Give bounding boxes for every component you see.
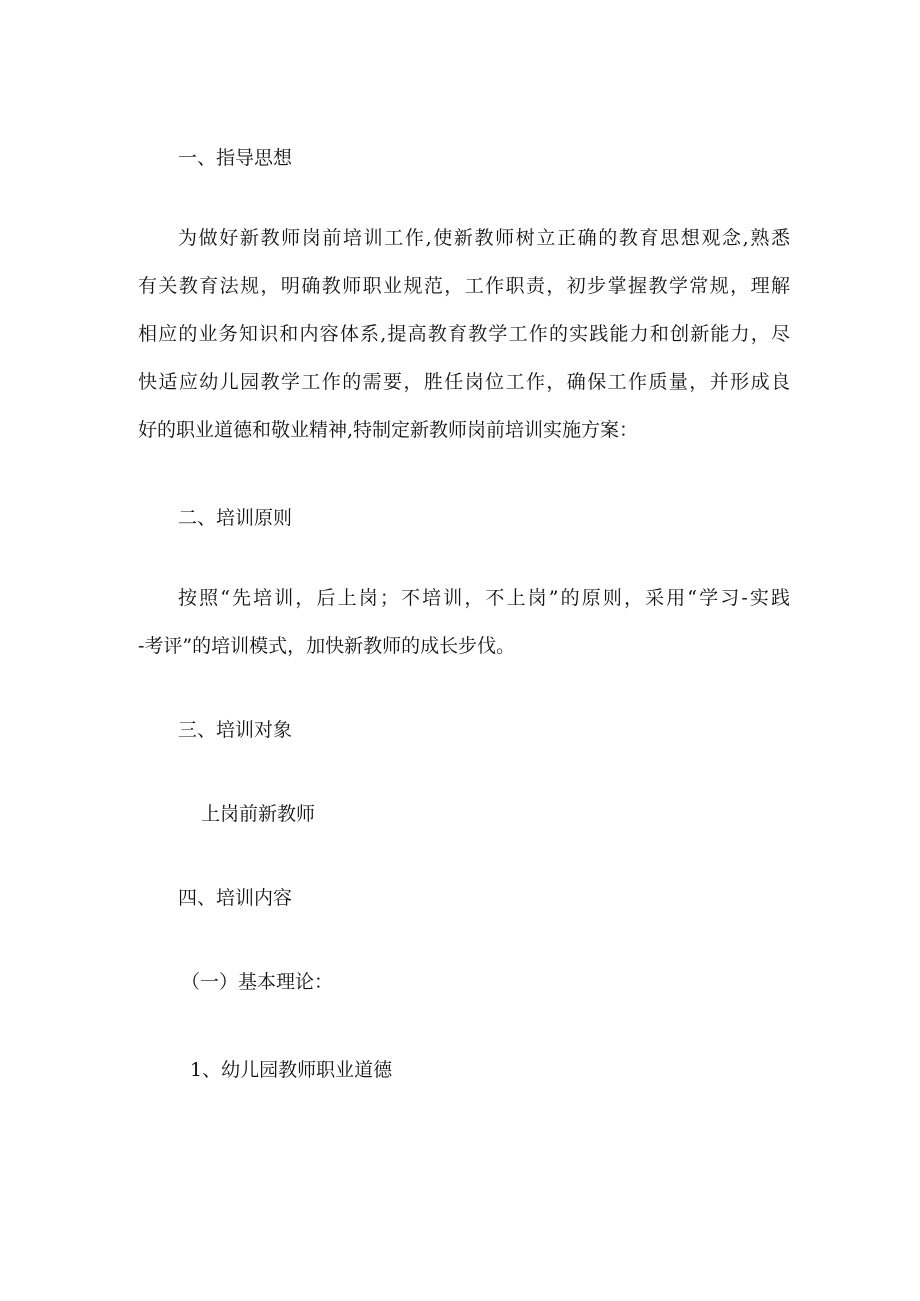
paragraph-guiding-ideology: [138, 214, 790, 454]
section-heading-training-principle: 二、培训原则: [178, 507, 293, 529]
paragraph-line: 有关教育法规，明确教师职业规范，工作职责，初步掌握教学常规，理解: [138, 275, 790, 297]
section-heading-training-target: 三、培训对象: [178, 719, 293, 741]
paragraph-line: 好的职业道德和敬业精神,特制定新教师岗前培训实施方案：: [138, 419, 639, 441]
paragraph-line: 按照“先培训，后上岗；不培训，不上岗”的原则，采用“学习-实践: [178, 587, 790, 609]
paragraph-training-principle: [138, 574, 790, 670]
section-heading-training-content: 四、培训内容: [178, 887, 293, 909]
training-target-text: 上岗前新教师: [201, 803, 316, 825]
paragraph-line: 为做好新教师岗前培训工作,使新教师树立正确的教育思想观念,熟悉: [178, 227, 790, 249]
list-item-teacher-ethics: 1、幼儿园教师职业道德: [190, 1059, 393, 1081]
subsection-heading-basic-theory: （一）基本理论：: [181, 971, 334, 993]
section-heading-guiding-ideology: 一、指导思想: [178, 147, 293, 169]
paragraph-line: -考评”的培训模式，加快新教师的成长步伐。: [138, 635, 516, 657]
paragraph-line: 快适应幼儿园教学工作的需要，胜任岗位工作，确保工作质量，并形成良: [138, 371, 790, 393]
paragraph-line: 相应的业务知识和内容体系,提高教育教学工作的实践能力和创新能力，尽: [138, 323, 790, 345]
